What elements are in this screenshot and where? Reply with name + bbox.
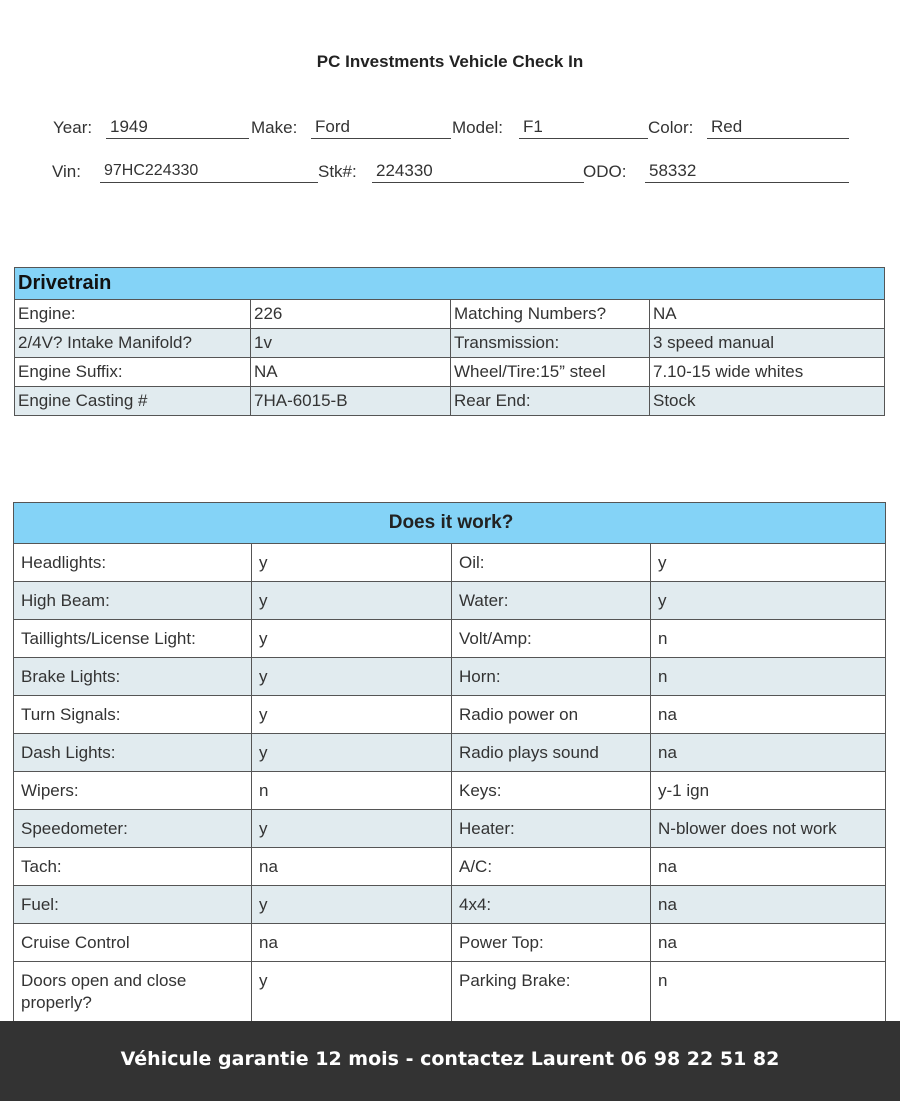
table-row bbox=[14, 696, 886, 734]
check-value: na bbox=[252, 924, 452, 962]
table-row bbox=[14, 924, 886, 962]
year-label: Year: bbox=[53, 118, 93, 137]
drivetrain-value: NA bbox=[650, 300, 885, 329]
drivetrain-value: 226 bbox=[251, 300, 451, 329]
check-value: n bbox=[651, 620, 886, 658]
does-it-work-table bbox=[13, 502, 886, 1022]
year-field: 1949 bbox=[106, 117, 249, 139]
table-row bbox=[15, 329, 885, 358]
drivetrain-value: 7HA-6015-B bbox=[251, 387, 451, 416]
drivetrain-value: 7.10-15 wide whites bbox=[650, 358, 885, 387]
check-label: Cruise Control bbox=[14, 924, 252, 962]
check-value: y bbox=[252, 544, 452, 582]
check-label: Oil: bbox=[452, 544, 651, 582]
check-label: Keys: bbox=[452, 772, 651, 810]
check-label: Heater: bbox=[452, 810, 651, 848]
check-value: n bbox=[651, 962, 886, 1022]
check-value: y bbox=[252, 582, 452, 620]
make-label: Make: bbox=[251, 118, 298, 137]
table-row bbox=[14, 658, 886, 696]
check-value: n bbox=[252, 772, 452, 810]
odo-field: 58332 bbox=[645, 161, 849, 183]
check-label: High Beam: bbox=[14, 582, 252, 620]
check-value: y bbox=[252, 962, 452, 1022]
table-row bbox=[15, 300, 885, 329]
check-value: na bbox=[651, 886, 886, 924]
check-label: Fuel: bbox=[14, 886, 252, 924]
model-field: F1 bbox=[519, 117, 648, 139]
check-value: N-blower does not work bbox=[651, 810, 886, 848]
check-label: A/C: bbox=[452, 848, 651, 886]
works-heading: Does it work? bbox=[14, 503, 886, 544]
drivetrain-value: 1v bbox=[251, 329, 451, 358]
check-value: na bbox=[651, 696, 886, 734]
check-label: Headlights: bbox=[14, 544, 252, 582]
drivetrain-heading: Drivetrain bbox=[15, 268, 885, 300]
drivetrain-label: 2/4V? Intake Manifold? bbox=[15, 329, 251, 358]
check-value: na bbox=[252, 848, 452, 886]
drivetrain-label: Engine Suffix: bbox=[15, 358, 251, 387]
check-label: Power Top: bbox=[452, 924, 651, 962]
drivetrain-value: NA bbox=[251, 358, 451, 387]
drivetrain-label: Wheel/Tire:15” steel bbox=[451, 358, 650, 387]
table-row bbox=[15, 387, 885, 416]
check-label: Radio power on bbox=[452, 696, 651, 734]
model-label: Model: bbox=[452, 118, 504, 137]
check-label: Brake Lights: bbox=[14, 658, 252, 696]
check-label: Water: bbox=[452, 582, 651, 620]
make-field: Ford bbox=[311, 117, 451, 139]
drivetrain-label: Matching Numbers? bbox=[451, 300, 650, 329]
odo-label: ODO: bbox=[583, 162, 627, 181]
drivetrain-label: Engine Casting # bbox=[15, 387, 251, 416]
color-label: Color: bbox=[648, 118, 694, 137]
table-row bbox=[14, 962, 886, 1022]
check-label: Tach: bbox=[14, 848, 252, 886]
check-label: Speedometer: bbox=[14, 810, 252, 848]
drivetrain-table bbox=[14, 267, 885, 416]
stk-field: 224330 bbox=[372, 161, 584, 183]
table-row bbox=[14, 772, 886, 810]
check-label: Volt/Amp: bbox=[452, 620, 651, 658]
check-label: Doors open and close properly? bbox=[14, 962, 252, 1022]
color-field: Red bbox=[707, 117, 849, 139]
check-label: Turn Signals: bbox=[14, 696, 252, 734]
vin-label: Vin: bbox=[52, 162, 81, 181]
drivetrain-label: Engine: bbox=[15, 300, 251, 329]
check-value: na bbox=[651, 848, 886, 886]
table-row bbox=[14, 848, 886, 886]
check-value: y bbox=[252, 620, 452, 658]
check-label: Radio plays sound bbox=[452, 734, 651, 772]
check-value: n bbox=[651, 658, 886, 696]
check-value: y bbox=[252, 658, 452, 696]
check-value: y bbox=[252, 696, 452, 734]
drivetrain-label: Transmission: bbox=[451, 329, 650, 358]
drivetrain-value: 3 speed manual bbox=[650, 329, 885, 358]
table-row bbox=[14, 582, 886, 620]
table-row bbox=[14, 734, 886, 772]
check-value: na bbox=[651, 924, 886, 962]
check-label: Parking Brake: bbox=[452, 962, 651, 1022]
check-label: Horn: bbox=[452, 658, 651, 696]
check-value: y bbox=[252, 810, 452, 848]
page-title: PC Investments Vehicle Check In bbox=[316, 52, 584, 71]
check-label: Dash Lights: bbox=[14, 734, 252, 772]
warranty-footer-banner: Véhicule garantie 12 mois - contactez Laurent 06 98 22 51 82 bbox=[0, 1021, 900, 1101]
check-value: y bbox=[651, 544, 886, 582]
vin-field: 97HC224330 bbox=[100, 161, 318, 183]
check-label: 4x4: bbox=[452, 886, 651, 924]
drivetrain-label: Rear End: bbox=[451, 387, 650, 416]
drivetrain-value: Stock bbox=[650, 387, 885, 416]
check-label: Taillights/License Light: bbox=[14, 620, 252, 658]
table-row bbox=[14, 544, 886, 582]
table-row bbox=[14, 810, 886, 848]
check-value: y-1 ign bbox=[651, 772, 886, 810]
stk-label: Stk#: bbox=[318, 162, 357, 181]
check-value: y bbox=[252, 734, 452, 772]
table-row bbox=[14, 620, 886, 658]
check-value: na bbox=[651, 734, 886, 772]
check-value: y bbox=[651, 582, 886, 620]
check-label: Wipers: bbox=[14, 772, 252, 810]
table-row bbox=[14, 886, 886, 924]
check-value: y bbox=[252, 886, 452, 924]
table-row bbox=[15, 358, 885, 387]
